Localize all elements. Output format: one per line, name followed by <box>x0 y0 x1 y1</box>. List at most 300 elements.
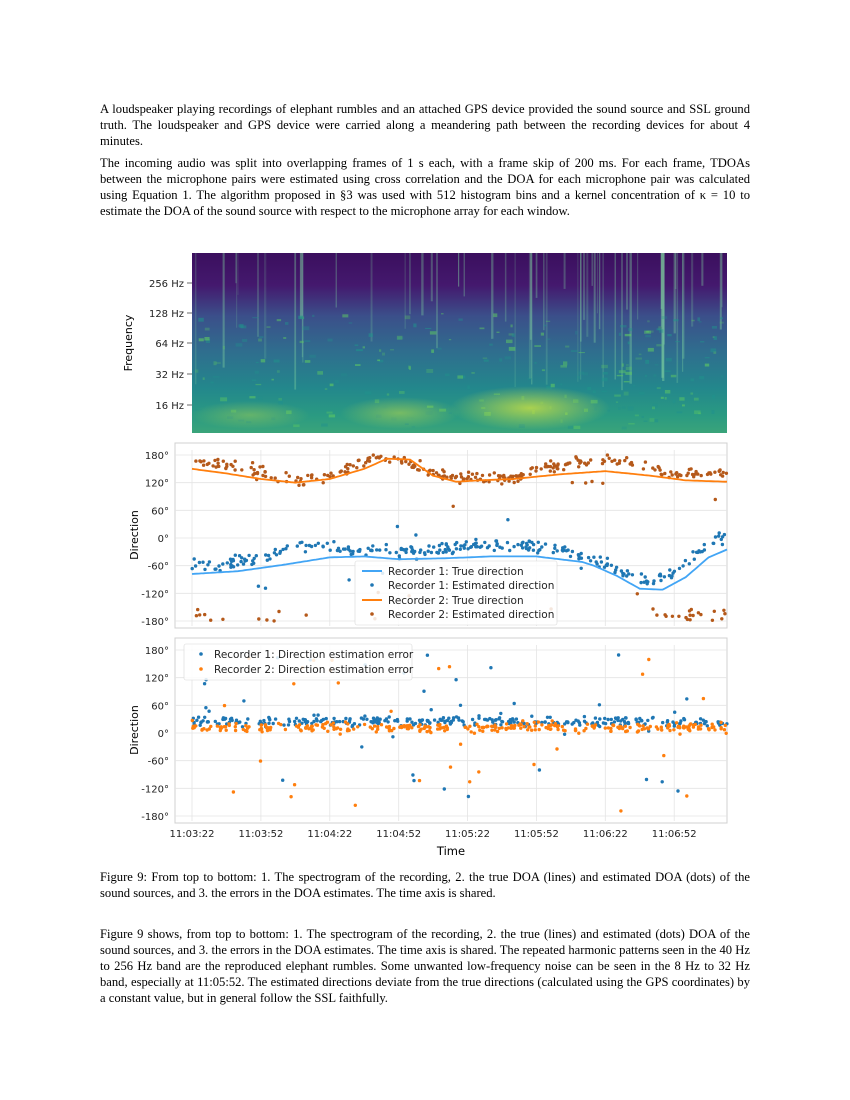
y-tick-label: 180° <box>144 451 169 462</box>
rec1-estimate-dot <box>267 554 270 557</box>
rec2-error-dot <box>555 747 558 750</box>
spectrogram-cell <box>329 414 335 417</box>
legend-dot-err1 <box>199 652 203 656</box>
rec1-error-dot <box>483 718 486 721</box>
spectrogram-cell <box>317 371 323 375</box>
rec2-estimate-dot <box>601 462 604 465</box>
rec2-error-dot <box>307 727 310 730</box>
rec1-estimate-dot <box>691 550 694 553</box>
rec1-error-dot <box>661 721 664 724</box>
rec2-error-dot <box>468 725 471 728</box>
rec2-error-dot <box>604 726 607 729</box>
rec1-error-dot <box>272 722 275 725</box>
spectrogram-streak <box>336 253 337 308</box>
spectrogram-cell <box>652 407 655 410</box>
spectrogram-cell <box>697 317 700 321</box>
rec2-error-dot <box>298 723 301 726</box>
rec2-error-dot <box>481 730 484 733</box>
rec2-estimate-dot <box>522 473 525 476</box>
spectrogram-cell <box>528 378 532 379</box>
rec1-error-dot <box>287 723 290 726</box>
rec1-error-dot <box>454 678 457 681</box>
rec1-estimate-dot <box>264 587 267 590</box>
spectrogram-cell <box>571 350 577 352</box>
rec1-estimate-dot <box>610 564 613 567</box>
y-tick-label: 180° <box>144 646 169 657</box>
spectrogram-streak <box>237 253 238 295</box>
doa-y-ticks <box>141 451 169 628</box>
rec2-error-dot <box>337 681 340 684</box>
rec1-error-dot <box>197 716 200 719</box>
rec1-error-dot <box>199 724 202 727</box>
rec1-estimate-dot <box>236 563 239 566</box>
error-panel <box>128 638 729 858</box>
rec2-estimate-dot <box>722 471 725 474</box>
rec2-estimate-dot <box>718 468 721 471</box>
rec1-error-dot <box>274 717 277 720</box>
rec1-estimate-dot <box>454 543 457 546</box>
spectrogram-cell <box>587 387 591 390</box>
rec2-error-dot <box>470 730 473 733</box>
rec2-estimate-dot <box>355 466 358 469</box>
rec2-estimate-dot <box>326 474 329 477</box>
spectrogram-cell <box>405 316 411 320</box>
x-tick-label: 11:05:22 <box>445 829 490 840</box>
spectrogram-cell <box>628 342 630 345</box>
rec1-error-dot <box>638 717 641 720</box>
rec1-estimate-dot <box>427 550 430 553</box>
rec1-estimate-dot <box>652 579 655 582</box>
rec2-error-dot <box>295 724 298 727</box>
rec1-estimate-dot <box>214 567 217 570</box>
spectrogram-cell <box>242 339 247 342</box>
spectrogram-cell <box>642 416 644 418</box>
rec1-estimate-dot <box>605 564 608 567</box>
spectrogram-cell <box>546 321 550 322</box>
rec1-estimate-dot <box>580 552 583 555</box>
spectrogram-cell <box>213 376 220 377</box>
rec1-estimate-dot <box>703 543 706 546</box>
spectrogram-cell <box>694 410 701 414</box>
rec2-error-dot <box>324 722 327 725</box>
rec2-estimate-dot <box>516 474 519 477</box>
rec1-estimate-dot <box>717 534 720 537</box>
rec2-estimate-dot <box>216 462 219 465</box>
rec2-error-dot <box>419 728 422 731</box>
spectrogram-cell <box>673 400 676 404</box>
rec1-estimate-dot <box>627 572 630 575</box>
spectrogram-y-tick-label: 64 Hz <box>155 339 184 350</box>
rec1-estimate-dot <box>465 540 468 543</box>
spectrogram-streak <box>577 253 578 382</box>
y-tick-label: 60° <box>151 506 169 518</box>
rec2-error-dot <box>234 729 237 732</box>
rec2-error-dot <box>586 723 589 726</box>
rec1-error-dot <box>242 699 245 702</box>
rec1-estimate-dot <box>198 561 201 564</box>
rec2-estimate-dot <box>655 613 658 616</box>
spectrogram-cell <box>397 336 403 340</box>
rec1-estimate-dot <box>232 559 235 562</box>
spectrogram-cell <box>305 360 311 363</box>
rec1-estimate-dot <box>592 556 595 559</box>
rec2-error-dot <box>678 732 681 735</box>
rec1-estimate-dot <box>264 553 267 556</box>
rec1-error-dot <box>304 718 307 721</box>
spectrogram-cell <box>551 384 555 388</box>
spectrogram-cell <box>258 397 262 400</box>
spectrogram-streak <box>536 253 538 298</box>
doa-y-label: Direction <box>128 510 141 560</box>
rec2-error-dot <box>304 727 307 730</box>
rec2-error-dot <box>538 728 541 731</box>
rec2-error-dot <box>482 726 485 729</box>
spectrogram-cell <box>310 355 316 358</box>
spectrogram-cell <box>666 358 672 361</box>
spectrogram-cell <box>274 360 280 363</box>
rec2-error-dot <box>490 729 493 732</box>
rec2-error-dot <box>224 725 227 728</box>
rec1-error-dot <box>471 718 474 721</box>
rec2-error-dot <box>284 728 287 731</box>
rec1-estimate-dot <box>247 554 250 557</box>
rec2-error-dot <box>310 725 313 728</box>
rec2-error-dot <box>534 728 537 731</box>
rec2-error-dot <box>410 726 413 729</box>
rec1-estimate-dot <box>483 541 486 544</box>
rec2-estimate-dot <box>203 613 206 616</box>
rec1-error-dot <box>449 722 452 725</box>
rec2-error-dot <box>527 725 530 728</box>
rec1-estimate-dot <box>506 541 509 544</box>
rec2-estimate-dot <box>590 480 593 483</box>
spectrogram-cell <box>534 362 536 364</box>
rec1-error-dot <box>499 712 502 715</box>
rec2-estimate-dot <box>725 472 728 475</box>
legend-dot-rec1 <box>370 583 374 587</box>
rec2-error-dot <box>442 726 445 729</box>
rec2-error-dot <box>339 728 342 731</box>
rec1-estimate-dot <box>203 568 206 571</box>
rec2-error-dot <box>200 728 203 731</box>
spectrogram-streak <box>421 253 423 315</box>
rec2-estimate-dot <box>214 465 217 468</box>
rec2-estimate-dot <box>713 610 716 613</box>
spectrogram-cell <box>363 346 365 348</box>
rec2-error-dot <box>329 723 332 726</box>
spectrogram-cell <box>665 370 671 372</box>
spectrogram-cell <box>575 331 578 335</box>
spectrogram-cell <box>628 328 632 331</box>
spectrogram-cell <box>355 344 359 346</box>
rec1-estimate-dot <box>595 560 598 563</box>
rec1-estimate-dot <box>556 549 559 552</box>
spectrogram-streak <box>580 253 581 380</box>
spectrogram-cell <box>699 376 704 379</box>
spectrogram-cell <box>355 364 361 366</box>
spectrogram-cell <box>302 326 309 330</box>
rec2-estimate-dot <box>435 471 438 474</box>
rec1-estimate-dot <box>375 548 378 551</box>
spectrogram-cell <box>679 397 684 401</box>
rec1-error-dot <box>530 715 533 718</box>
rec2-error-dot <box>641 673 644 676</box>
y-tick-label: -180° <box>141 812 169 823</box>
rec1-estimate-dot <box>255 554 258 557</box>
spectrogram-cell <box>342 314 348 317</box>
legend-label-err1: Recorder 1: Direction estimation error <box>214 649 414 661</box>
rec1-estimate-dot <box>525 542 528 545</box>
rec1-estimate-dot <box>455 547 458 550</box>
spectrogram-streak <box>564 253 566 289</box>
rec1-estimate-dot <box>243 558 246 561</box>
rec2-estimate-dot <box>258 465 261 468</box>
rec1-estimate-dot <box>644 575 647 578</box>
rec1-estimate-dot <box>659 573 662 576</box>
spectrogram-cell <box>198 318 204 322</box>
rec2-error-dot <box>574 729 577 732</box>
rec2-error-dot <box>500 726 503 729</box>
spectrogram-cell <box>667 334 671 336</box>
spectrogram-cell <box>659 329 664 333</box>
rec1-error-dot <box>467 795 470 798</box>
rec2-error-dot <box>437 724 440 727</box>
rec2-estimate-dot <box>583 462 586 465</box>
rec2-error-dot <box>493 725 496 728</box>
rec2-estimate-dot <box>625 456 628 459</box>
rec2-estimate-dot <box>549 469 552 472</box>
rec1-error-dot <box>195 719 198 722</box>
rec2-error-dot <box>593 725 596 728</box>
spectrogram-y-tick-label: 256 Hz <box>148 279 184 290</box>
rec2-estimate-dot <box>690 608 693 611</box>
spectrogram-streak <box>592 253 593 286</box>
rec2-error-dot <box>448 665 451 668</box>
y-tick-label: 0° <box>157 729 169 740</box>
rec2-estimate-dot <box>443 474 446 477</box>
spectrogram-cell <box>204 337 209 341</box>
rec1-error-dot <box>706 724 709 727</box>
spectrogram-cell <box>622 407 626 409</box>
rec1-error-dot <box>452 716 455 719</box>
spectrogram-streak <box>371 253 373 342</box>
rec1-estimate-dot <box>684 559 687 562</box>
rec2-estimate-dot <box>375 456 378 459</box>
rec2-estimate-dot <box>378 456 381 459</box>
rec1-error-dot <box>396 720 399 723</box>
spectrogram-cell <box>614 395 621 397</box>
legend-label-rec2-est: Recorder 2: Estimated direction <box>388 609 555 621</box>
rec1-error-dot <box>614 717 617 720</box>
rec2-error-dot <box>561 725 564 728</box>
rec2-error-dot <box>676 726 679 729</box>
spectrogram-cell <box>671 375 677 378</box>
rec1-estimate-dot <box>714 535 717 538</box>
rec2-error-dot <box>468 780 471 783</box>
rec1-estimate-dot <box>411 548 414 551</box>
rec2-estimate-dot <box>352 464 355 467</box>
rec2-error-dot <box>194 724 197 727</box>
spectrogram-cell <box>267 327 271 328</box>
spectrogram-cell <box>619 333 621 336</box>
spectrogram-cell <box>467 385 470 389</box>
rec1-estimate-dot <box>639 581 642 584</box>
rec1-error-dot <box>267 722 270 725</box>
rec2-estimate-dot <box>694 470 697 473</box>
rec1-estimate-dot <box>326 542 329 545</box>
rec1-estimate-dot <box>720 538 723 541</box>
spectrogram-cell <box>577 376 580 379</box>
rec1-error-dot <box>494 719 497 722</box>
rec2-error-dot <box>507 726 510 729</box>
rec2-estimate-dot <box>364 461 367 464</box>
rec1-estimate-dot <box>226 561 229 564</box>
rec1-estimate-dot <box>332 540 335 543</box>
rec2-estimate-dot <box>451 474 454 477</box>
rec1-error-dot <box>388 715 391 718</box>
rec2-estimate-dot <box>348 463 351 466</box>
spectrogram-cell <box>199 338 204 341</box>
spectrogram-cell <box>441 313 444 314</box>
spectrogram-cell <box>283 337 286 339</box>
rec2-estimate-dot <box>346 463 349 466</box>
rec2-error-dot <box>511 724 514 727</box>
rec1-error-dot <box>673 711 676 714</box>
rec1-estimate-dot <box>701 550 704 553</box>
rec2-error-dot <box>624 725 627 728</box>
rec1-error-dot <box>565 720 568 723</box>
spectrogram-cell <box>377 360 380 362</box>
spectrogram-y-tick-label: 32 Hz <box>155 370 184 381</box>
rec1-estimate-dot <box>304 544 307 547</box>
spectrogram-cell <box>720 317 723 319</box>
rec1-estimate-dot <box>631 573 634 576</box>
spectrogram-cell <box>425 328 431 329</box>
spectrogram-y-ticks <box>149 279 192 412</box>
rec1-estimate-dot <box>553 547 556 550</box>
rec2-error-dot <box>473 732 476 735</box>
rec2-error-dot <box>685 794 688 797</box>
rec2-estimate-dot <box>577 465 580 468</box>
rec2-estimate-dot <box>671 615 674 618</box>
rec1-error-dot <box>262 719 265 722</box>
rec2-estimate-dot <box>691 473 694 476</box>
rec2-estimate-dot <box>225 463 228 466</box>
spectrogram-cell <box>712 326 717 329</box>
rec2-estimate-dot <box>265 618 268 621</box>
spectrogram-cell <box>349 322 353 324</box>
rec1-error-dot <box>207 720 210 723</box>
rec1-error-dot <box>312 714 315 717</box>
spectrogram-cell <box>497 332 500 333</box>
rec2-error-dot <box>336 726 339 729</box>
rec2-error-dot <box>647 658 650 661</box>
rec1-estimate-dot <box>571 550 574 553</box>
rec1-estimate-dot <box>621 574 624 577</box>
rec2-error-dot <box>702 697 705 700</box>
rec2-estimate-dot <box>194 459 197 462</box>
rec2-error-dot <box>242 728 245 731</box>
rec1-error-dot <box>603 717 606 720</box>
spectrogram-cell <box>349 389 351 392</box>
rec1-estimate-dot <box>314 544 317 547</box>
y-tick-label: -120° <box>141 784 169 796</box>
rec1-error-dot <box>433 718 436 721</box>
spectrogram-cell <box>713 352 716 354</box>
spectrogram-cell <box>622 427 627 430</box>
rec2-estimate-dot <box>288 475 291 478</box>
rec1-estimate-dot <box>442 551 445 554</box>
spectrogram-cell <box>644 331 651 334</box>
rec2-estimate-dot <box>562 468 565 471</box>
figure-caption: Figure 9: From top to bottom: 1. The spectrogram of the recording, 2. the true DOA (lines) and estimated DOA (dots) of the sound sources, and 3. the errors in the DOA estimates. The time axis is shared. <box>100 870 750 900</box>
spectrogram-cell <box>431 349 434 353</box>
rec2-error-dot <box>375 730 378 733</box>
spectrogram-cell <box>645 375 647 377</box>
rec2-error-dot <box>300 729 303 732</box>
spectrogram-streak <box>637 253 638 320</box>
rec1-estimate-dot <box>448 549 451 552</box>
error-legend <box>184 644 414 680</box>
rec1-estimate-dot <box>438 548 441 551</box>
rec1-error-dot <box>418 719 421 722</box>
rec1-estimate-dot <box>304 550 307 553</box>
spectrogram-cell <box>534 345 541 347</box>
rec1-estimate-dot <box>430 551 433 554</box>
rec2-error-dot <box>326 730 329 733</box>
rec1-estimate-dot <box>300 541 303 544</box>
legend-label-rec1-true: Recorder 1: True direction <box>388 566 524 578</box>
rec1-error-dot <box>391 735 394 738</box>
rec2-error-dot <box>694 723 697 726</box>
rec2-estimate-dot <box>251 473 254 476</box>
spectrogram-streak <box>515 253 516 387</box>
rec1-error-dot <box>426 719 429 722</box>
rec2-error-dot <box>339 732 342 735</box>
rec1-estimate-dot <box>238 554 241 557</box>
spectrogram-cell <box>639 354 642 356</box>
rec2-estimate-dot <box>623 459 626 462</box>
rec1-error-dot <box>578 723 581 726</box>
rec1-estimate-dot <box>474 538 477 541</box>
y-tick-label: 120° <box>144 478 169 490</box>
spectrogram-cell <box>365 392 372 395</box>
spectrogram-cell <box>493 313 497 317</box>
spectrogram-cell <box>700 341 704 342</box>
rec1-estimate-dot <box>494 539 497 542</box>
rec2-error-dot <box>245 730 248 733</box>
rec1-error-dot <box>288 720 291 723</box>
rec2-estimate-dot <box>540 467 543 470</box>
rec2-error-dot <box>530 729 533 732</box>
rec1-estimate-dot <box>537 541 540 544</box>
spectrogram-cell <box>636 358 643 360</box>
rec2-error-dot <box>725 732 728 735</box>
legend-label-rec1-est: Recorder 1: Estimated direction <box>388 580 555 592</box>
rec2-estimate-dot <box>636 592 639 595</box>
rec2-estimate-dot <box>675 471 678 474</box>
rec2-estimate-dot <box>404 460 407 463</box>
rec1-estimate-dot <box>221 562 224 565</box>
rec2-estimate-dot <box>474 476 477 479</box>
rec1-estimate-dot <box>281 548 284 551</box>
spectrogram-cell <box>560 365 567 368</box>
rec1-estimate-dot <box>599 555 602 558</box>
spectrogram-cell <box>252 380 257 382</box>
spectrogram-cell <box>694 398 699 401</box>
rec2-estimate-dot <box>723 612 726 615</box>
spectrogram-cell <box>399 391 405 394</box>
